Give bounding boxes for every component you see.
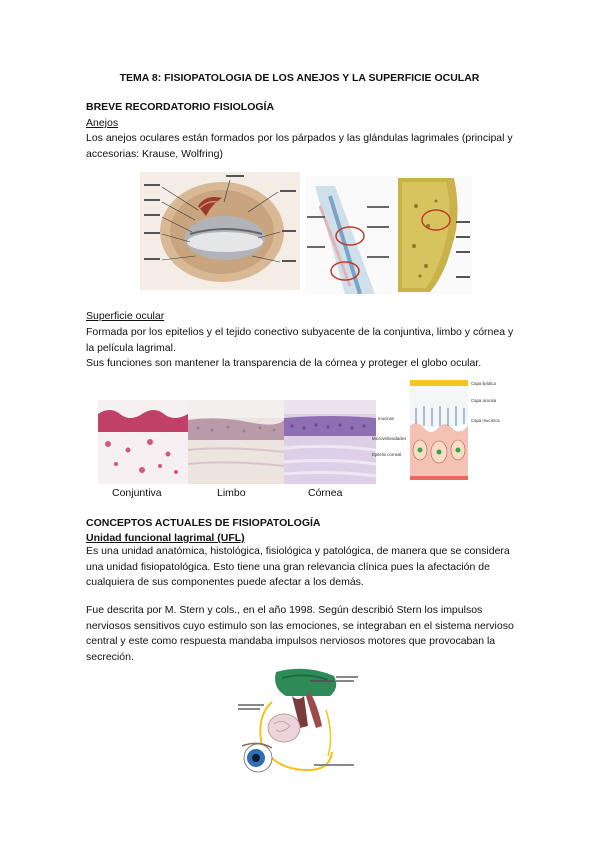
label-epitelio-corneal: Epitelio corneal (372, 452, 402, 457)
label-mucinas: mucinas (378, 416, 395, 421)
label-microvellosidades: Microvellosidades (372, 436, 407, 441)
label-capa-acuosa: Capa acuosa (471, 398, 497, 403)
cornea-histology-image (284, 400, 376, 484)
page-title: TEMA 8: FISIOPATOLOGIA DE LOS ANEJOS Y LA SUPERFICIE OCULAR (119, 72, 480, 84)
caption-conjuntiva: Conjuntiva (112, 487, 162, 499)
subheading-ufl: Unidad funcional lagrimal (UFL) (86, 532, 245, 544)
eyelid-section-illustration (305, 176, 395, 294)
conjuntiva-histology-image (98, 400, 188, 484)
label-capa-mucinica: Capa mucínica (471, 418, 500, 423)
section-heading-physiology: BREVE RECORDATORIO FISIOLOGÍA (86, 101, 275, 113)
caption-limbo: Limbo (217, 487, 246, 499)
subheading-anejos: Anejos (86, 117, 119, 129)
paragraph-ufl: Es una unidad anatómica, histológica, fisiológica y patológica, de manera que se considera una unidad fisiopatológica. Esto tiene una gran relevancia clínica pues la afectación de cualquiera de sus componentes puede afectar a los demás. (86, 545, 510, 588)
limbo-histology-image (188, 400, 284, 484)
paragraph-ocular-surface-2: Sus funciones son mantener la transparencia de la córnea y proteger el globo ocular. (86, 357, 482, 369)
eyelid-anatomy-illustration (140, 172, 300, 290)
lacrimal-functional-unit-diagram (236, 666, 368, 778)
paragraph-stern: Fue descrita por M. Stern y cols., en el año 1998. Según describió Stern los impulsos nerviosos sensitivos cuyo estimulo son las emociones, se integraban en el sistema nervioso central y este como respuesta mandaba impulsos nerviosos motores que provocaban la secreción. (86, 604, 514, 663)
label-capa-lipidica: Capa lipídica (471, 381, 496, 386)
conjunctiva-micrograph (396, 176, 472, 294)
caption-cornea: Córnea (308, 487, 343, 499)
paragraph-ocular-surface-1: Formada por los epitelios y el tejido conectivo subyacente de la conjuntiva, limbo y córnea y la película lagrimal. (86, 326, 514, 354)
paragraph-anejos: Los anejos oculares están formados por los párpados y las glándulas lagrimales (principal y accesorias: Krause, Wolfring) (86, 132, 513, 160)
tear-film-diagram (372, 378, 506, 482)
section-heading-pathophysiology: CONCEPTOS ACTUALES DE FISIOPATOLOGÍA (86, 517, 321, 529)
subheading-ocular-surface: Superficie ocular (86, 310, 165, 322)
